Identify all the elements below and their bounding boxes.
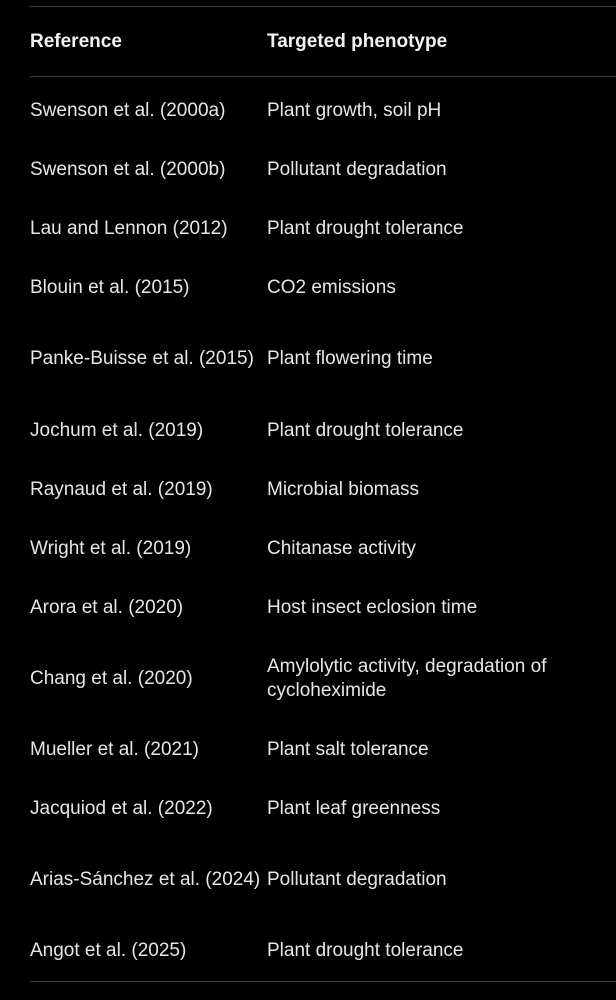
- table-row: [30, 199, 616, 258]
- phenotype-cell: Microbial biomass: [267, 478, 420, 500]
- table-row: [30, 922, 616, 980]
- table-row: [30, 779, 616, 838]
- reference-cell: Wright et al. (2019): [30, 537, 192, 559]
- phenotype-cell: CO2 emissions: [267, 276, 396, 298]
- phenotype-cell: Plant drought tolerance: [267, 940, 464, 961]
- phenotype-cell: Pollutant degradation: [267, 158, 447, 180]
- table-row: [30, 637, 616, 720]
- table-row: [30, 460, 616, 519]
- header-targeted-phenotype: Targeted phenotype: [267, 30, 448, 52]
- table-row: [30, 140, 616, 199]
- reference-cell: Swenson et al. (2000a): [30, 99, 226, 121]
- reference-cell: Swenson et al. (2000b): [30, 158, 226, 180]
- phenotype-cell: Plant drought tolerance: [267, 217, 464, 239]
- reference-cell: Arias-Sánchez et al. (2024): [30, 869, 261, 890]
- reference-cell: Angot et al. (2025): [30, 940, 187, 961]
- phenotype-cell: Plant leaf greenness: [267, 797, 441, 819]
- reference-cell: Arora et al. (2020): [30, 596, 184, 618]
- reference-cell: Jacquiod et al. (2022): [30, 797, 213, 819]
- phenotype-cell: Host insect eclosion time: [267, 596, 478, 618]
- table-row: [30, 401, 616, 460]
- table-row: [30, 81, 616, 140]
- phenotype-cell: Chitanase activity: [267, 537, 416, 559]
- phenotype-cell: Pollutant degradation: [267, 869, 447, 890]
- phenotype-cell: Plant drought tolerance: [267, 419, 464, 441]
- phenotype-cell: Amylolytic activity, degradation of cycloheximide: [267, 655, 547, 701]
- reference-cell: Raynaud et al. (2019): [30, 478, 213, 500]
- reference-cell: Jochum et al. (2019): [30, 419, 204, 441]
- phenotype-cell: Plant salt tolerance: [267, 738, 429, 760]
- header-reference: Reference: [30, 30, 122, 52]
- table-row: [30, 720, 616, 779]
- table-row: [30, 258, 616, 317]
- table-header-row: [30, 7, 616, 77]
- table-row: [30, 317, 616, 401]
- table-row: [30, 838, 616, 922]
- reference-cell: Lau and Lennon (2012): [30, 217, 228, 239]
- phenotype-cell: Plant flowering time: [267, 348, 433, 369]
- table-row: [30, 578, 616, 637]
- phenotype-cell: Plant growth, soil pH: [267, 99, 442, 121]
- reference-cell: Chang et al. (2020): [30, 667, 193, 689]
- table-row: [30, 519, 616, 578]
- phenotype-table: [30, 6, 616, 982]
- reference-cell: Blouin et al. (2015): [30, 276, 190, 298]
- reference-cell: Mueller et al. (2021): [30, 738, 199, 760]
- reference-cell: Panke-Buisse et al. (2015): [30, 348, 254, 369]
